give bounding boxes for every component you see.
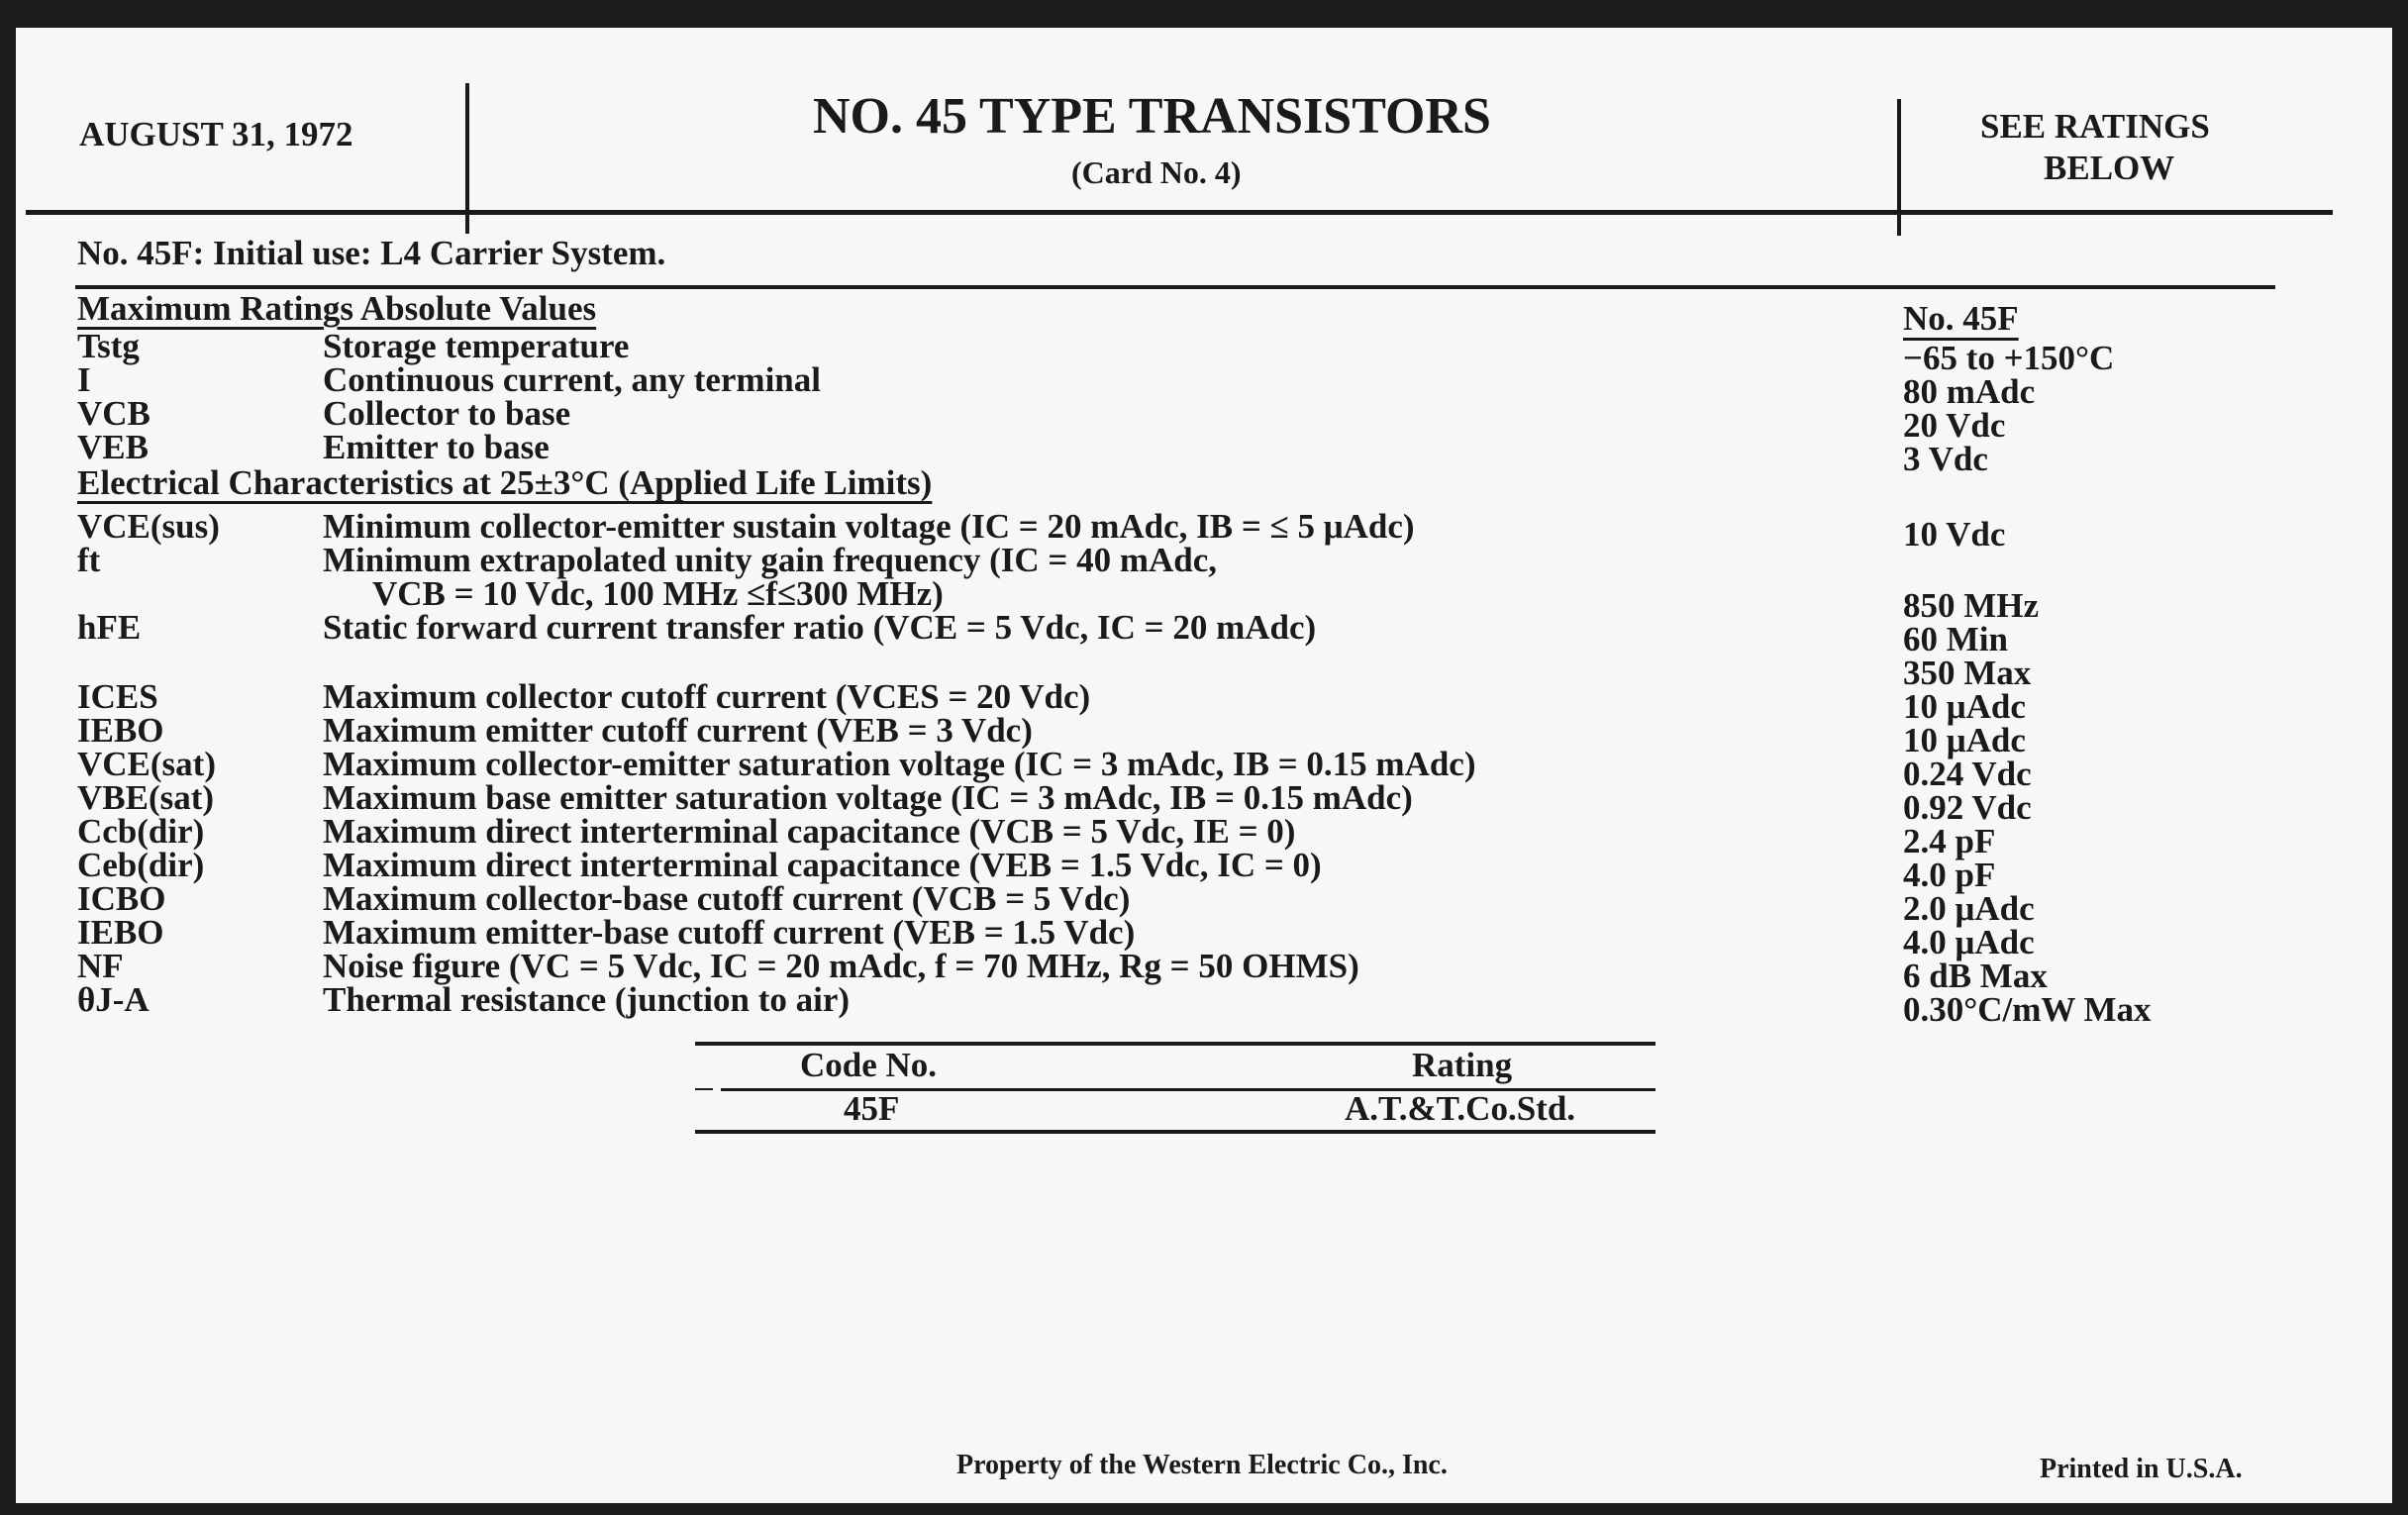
footer-printed: Printed in U.S.A.: [2040, 1454, 2243, 1484]
value: 6 dB Max: [1903, 957, 2048, 995]
symbol: NF: [77, 947, 124, 985]
value-secondary: 350 Max: [1903, 654, 2032, 692]
description: Maximum collector cutoff current (VCES = 20 Vdc): [323, 677, 1091, 716]
code-table-dash: [695, 1088, 713, 1090]
value: 0.24 Vdc: [1903, 755, 2032, 793]
code-table-header-rating: Rating: [1412, 1046, 1513, 1084]
value: 10 Vdc: [1903, 515, 2006, 554]
symbol: IEBO: [77, 711, 164, 750]
symbol: θJ-A: [77, 980, 150, 1019]
description: Storage temperature: [323, 327, 630, 365]
value: 10 μAdc: [1903, 687, 2026, 726]
description: Maximum emitter cutoff current (VEB = 3 Vdc): [323, 711, 1033, 750]
symbol: VCE(sus): [77, 507, 220, 546]
value: 20 Vdc: [1903, 406, 2006, 445]
code-table-header-code: Code No.: [800, 1046, 938, 1084]
code-table-cell-rating: A.T.&T.Co.Std.: [1345, 1089, 1576, 1128]
card-date: AUGUST 31, 1972: [79, 115, 353, 153]
symbol: ICBO: [77, 879, 166, 918]
max-ratings-heading-wrap: [77, 289, 596, 329]
description: Collector to base: [323, 394, 571, 433]
header-divider-right: [1897, 99, 1901, 236]
value: 80 mAdc: [1903, 372, 2036, 411]
description: Minimum collector-emitter sustain voltage (IC = 20 mAdc, IB = ≤ 5 μAdc): [323, 507, 1415, 546]
description: Maximum collector-base cutoff current (VCB = 5 Vdc): [323, 879, 1131, 918]
value: 850 MHz: [1903, 586, 2040, 625]
value: 10 μAdc: [1903, 721, 2026, 759]
symbol: I: [77, 360, 91, 399]
description: Static forward current transfer ratio (VCE = 5 Vdc, IC = 20 mAdc): [323, 608, 1317, 647]
code-table-bottom-rule: [695, 1130, 1656, 1134]
description: Continuous current, any terminal: [323, 360, 821, 399]
value: 2.4 pF: [1903, 822, 1996, 860]
symbol: VCE(sat): [77, 745, 216, 783]
value: 4.0 pF: [1903, 856, 1996, 894]
value: −65 to +150°C: [1903, 339, 2115, 377]
see-ratings-line2: BELOW: [2044, 149, 2175, 187]
description-continued: VCB = 10 Vdc, 100 MHz ≤f≤300 MHz): [372, 574, 944, 613]
description: Noise figure (VC = 5 Vdc, IC = 20 mAdc, f = 70 MHz, Rg = 50 OHMS): [323, 947, 1359, 985]
description: Thermal resistance (junction to air): [323, 980, 851, 1019]
description: Emitter to base: [323, 428, 550, 466]
symbol: hFE: [77, 608, 142, 647]
max-ratings-heading: Maximum Ratings Absolute Values: [77, 289, 597, 328]
see-ratings-line1: SEE RATINGS: [1980, 107, 2210, 146]
description: Maximum base emitter saturation voltage (IC = 3 mAdc, IB = 0.15 mAdc): [323, 778, 1413, 817]
description: Minimum extrapolated unity gain frequency (IC = 40 mAdc,: [323, 541, 1218, 579]
header-rule: [26, 210, 2333, 215]
description: Maximum collector-emitter saturation voltage (IC = 3 mAdc, IB = 0.15 mAdc): [323, 745, 1476, 783]
value-heading: No. 45F: [1903, 299, 2019, 338]
symbol: IEBO: [77, 913, 164, 952]
symbol: VEB: [77, 428, 149, 466]
symbol: Tstg: [77, 327, 140, 365]
description: Maximum direct interterminal capacitance (VCB = 5 Vdc, IE = 0): [323, 812, 1296, 851]
symbol: VBE(sat): [77, 778, 215, 817]
value: 3 Vdc: [1903, 440, 1988, 478]
card-number: (Card No. 4): [1071, 154, 1242, 190]
value: 0.92 Vdc: [1903, 788, 2032, 827]
value: 2.0 μAdc: [1903, 889, 2035, 928]
description: Maximum emitter-base cutoff current (VEB = 1.5 Vdc): [323, 913, 1136, 952]
value: 60 Min: [1903, 620, 2008, 658]
page-title: NO. 45 TYPE TRANSISTORS: [813, 88, 1491, 145]
description: Maximum direct interterminal capacitance (VEB = 1.5 Vdc, IC = 0): [323, 846, 1322, 884]
symbol: ft: [77, 541, 101, 579]
value: 4.0 μAdc: [1903, 923, 2035, 961]
data-card: [16, 28, 2392, 1503]
code-table-cell-code: 45F: [844, 1089, 900, 1128]
symbol: VCB: [77, 394, 150, 433]
value-heading-wrap: [1903, 299, 2019, 339]
footer-property: Property of the Western Electric Co., Inc.: [956, 1450, 1448, 1480]
symbol: Ceb(dir): [77, 846, 205, 884]
symbol: ICES: [77, 677, 158, 716]
value: 0.30°C/mW Max: [1903, 990, 2152, 1029]
electrical-heading: Electrical Characteristics at 25±3°C (Applied Life Limits): [77, 463, 933, 502]
electrical-heading-wrap: [77, 463, 932, 503]
symbol: Ccb(dir): [77, 812, 205, 851]
initial-use-line: No. 45F: Initial use: L4 Carrier System.: [77, 234, 666, 272]
